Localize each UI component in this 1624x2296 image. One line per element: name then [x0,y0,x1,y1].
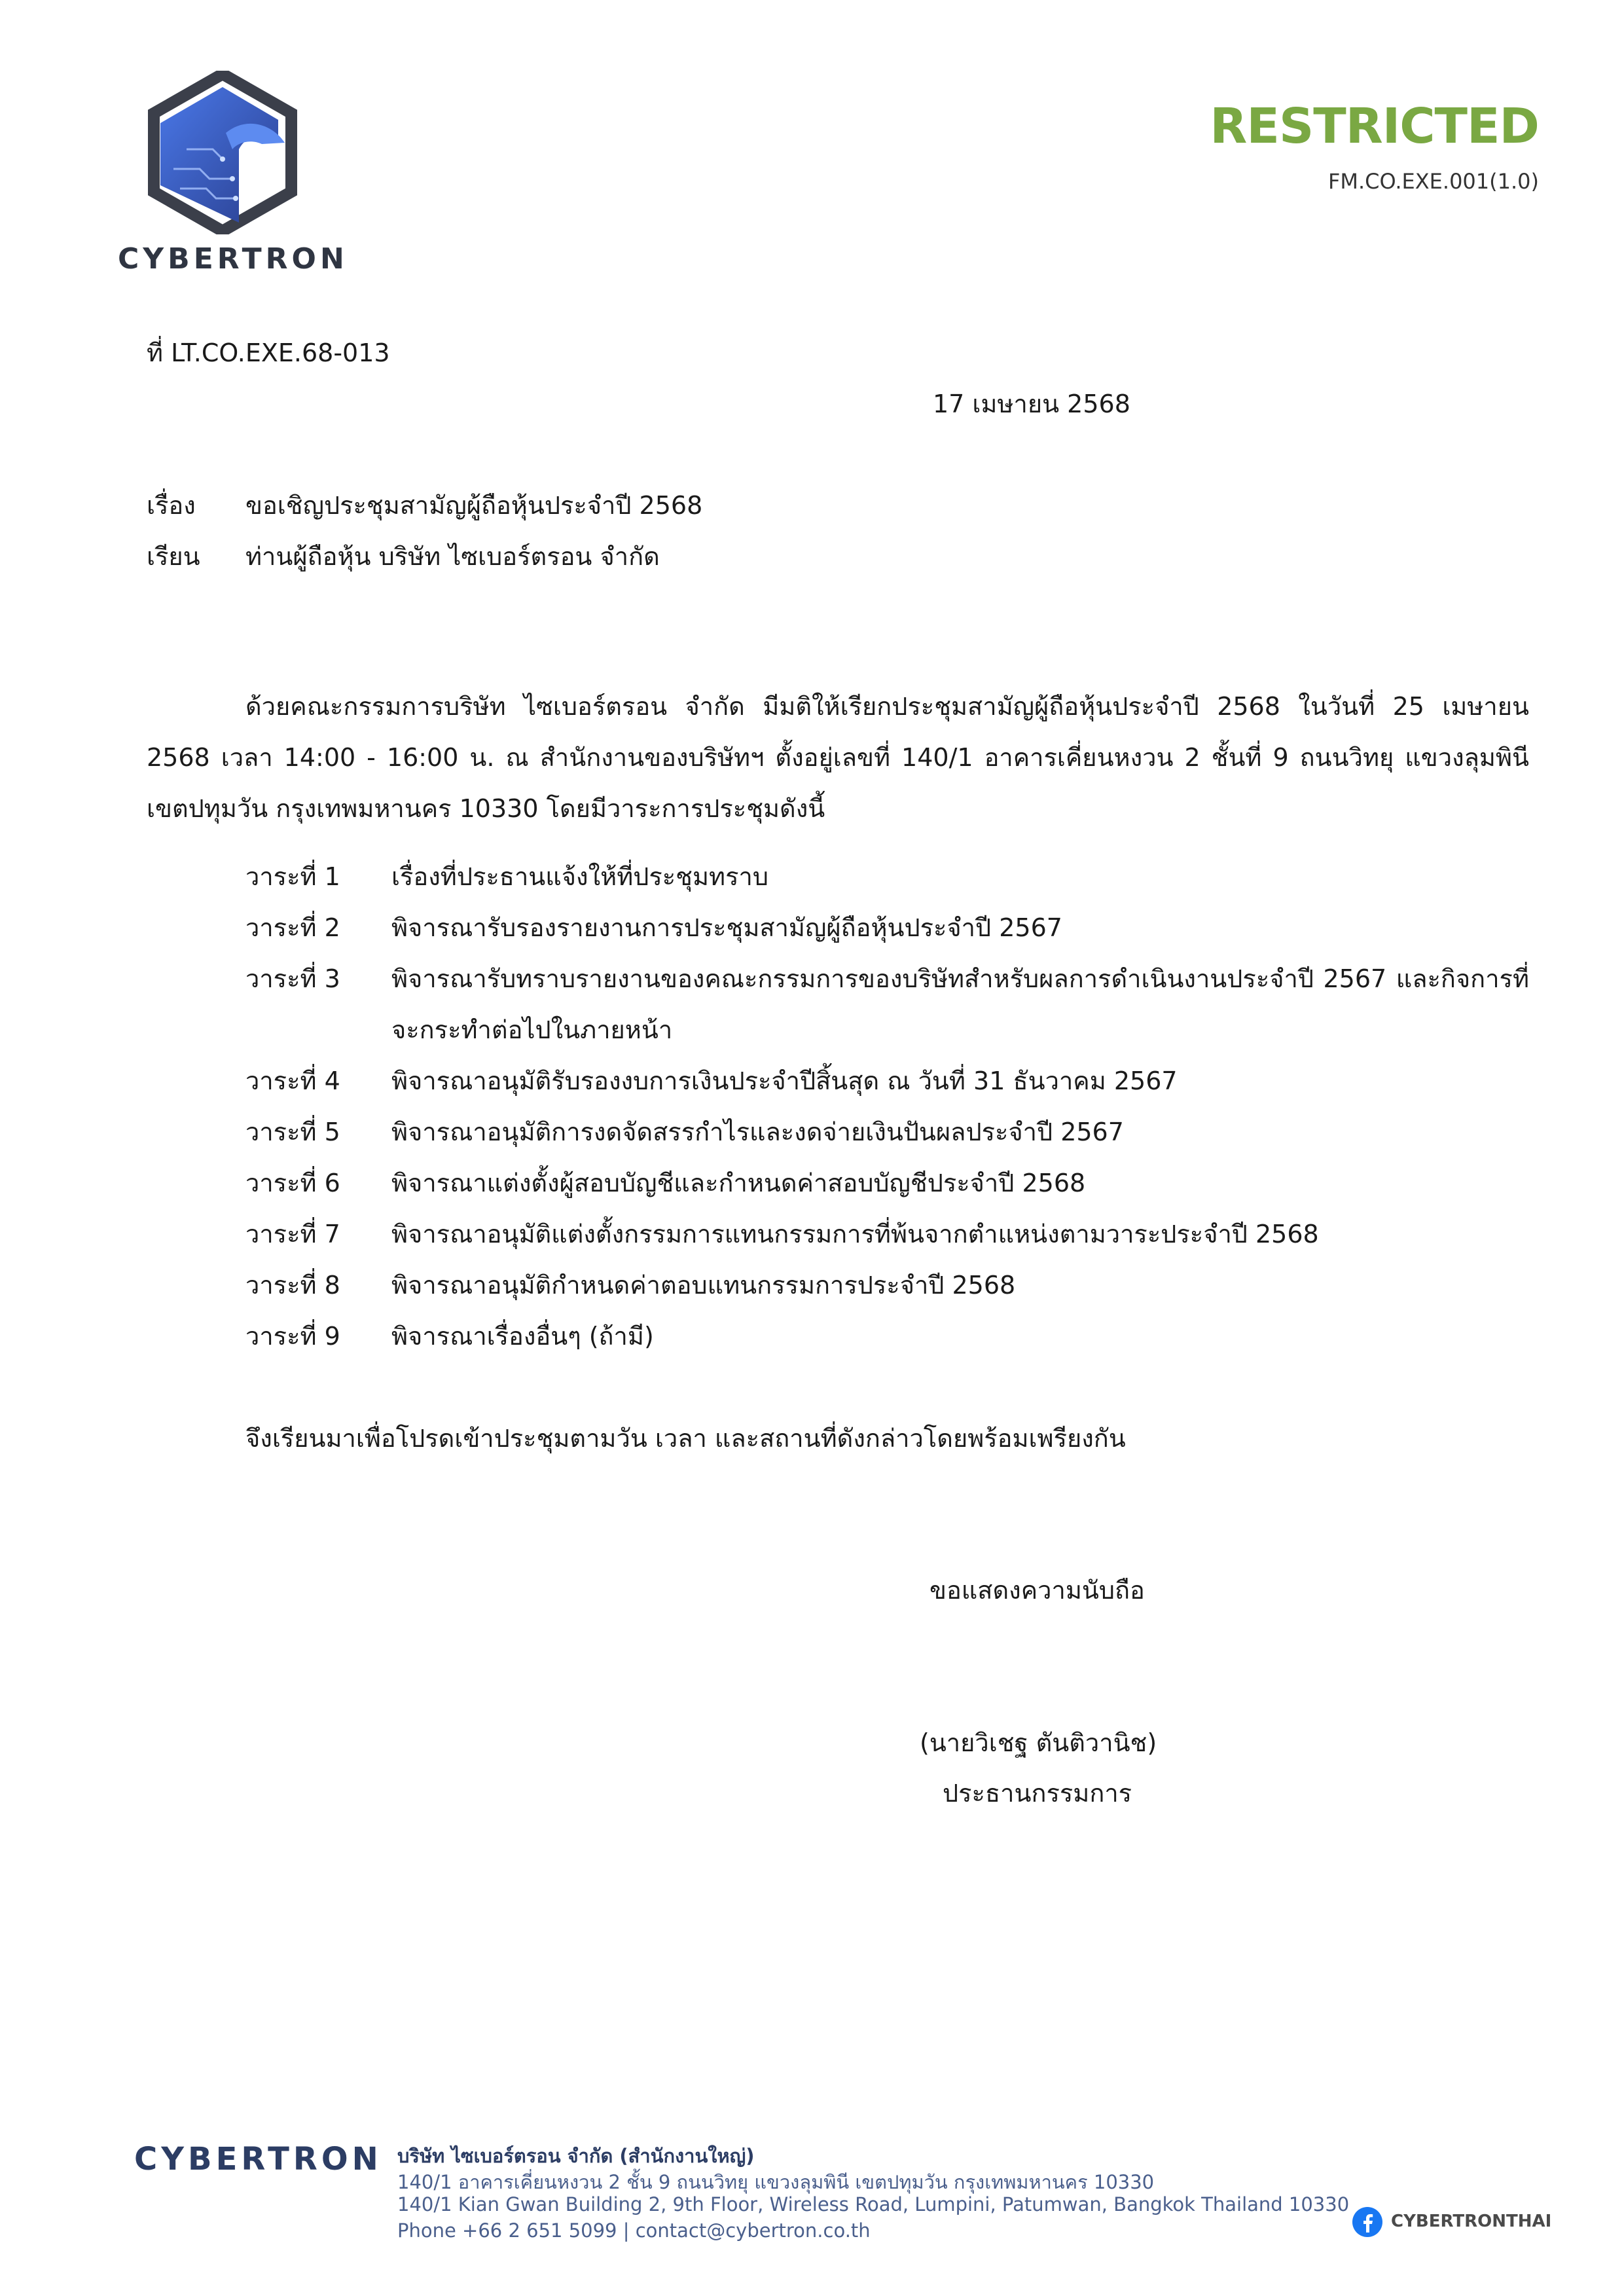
agenda-item-text: พิจารณาอนุมัติการงดจัดสรรกำไรและงดจ่ายเงินปันผลประจำปี 2567 [391,1118,1124,1146]
footer-contact[interactable]: Phone +66 2 651 5099 | contact@cybertron.co.th [397,2219,871,2242]
agenda-number: วาระที่ 5 [245,1118,340,1146]
facebook-icon[interactable] [1352,2206,1383,2238]
intro-paragraph [147,681,1529,834]
footer-address-th: 140/1 อาคารเคี่ยนหงวน 2 ชั้น 9 ถนนวิทยุ แขวงลุมพินี เขตปทุมวัน กรุงเทพมหานคร 10330 [397,2171,1155,2193]
agenda-number: วาระที่ 6 [245,1169,340,1197]
regards: ขอแสดงความนับถือ [929,1576,1145,1605]
agenda-number: วาระที่ 4 [245,1066,340,1095]
letter-date: 17 เมษายน 2568 [933,390,1130,418]
company-logo [118,71,348,276]
recipient-label: เรียน [147,542,200,571]
social-handle[interactable]: CYBERTRONTHAI [1391,2212,1552,2231]
logo-wordmark: CYBERTRON [118,242,348,276]
agenda-number: วาระที่ 1 [245,862,340,891]
reference-number: ที่ LT.CO.EXE.68-013 [147,338,390,367]
form-code: FM.CO.EXE.001(1.0) [1327,169,1539,194]
footer-logo: CYBERTRON [134,2141,382,2178]
signer-name: (นายวิเชฐ ตันติวานิช) [920,1728,1157,1757]
agenda-number: วาระที่ 8 [245,1271,340,1300]
agenda-number: วาระที่ 2 [245,913,340,942]
subject-label: เรื่อง [147,491,196,520]
agenda-item-text: พิจารณาแต่งตั้งผู้สอบบัญชีและกำหนดค่าสอบบัญชีประจำปี 2568 [391,1169,1086,1197]
agenda-number: วาระที่ 7 [245,1220,340,1248]
agenda-item-text: พิจารณารับรองรายงานการประชุมสามัญผู้ถือหุ้นประจำปี 2567 [391,913,1062,942]
footer-address-en: 140/1 Kian Gwan Building 2, 9th Floor, Wireless Road, Lumpini, Patumwan, Bangkok Thailand 10330 [397,2193,1350,2215]
footer-company-name: บริษัท ไซเบอร์ตรอน จำกัด (สำนักงานใหญ่) [397,2145,755,2167]
agenda-item-text: พิจารณาอนุมัติกำหนดค่าตอบแทนกรรมการประจำปี 2568 [391,1271,1016,1300]
agenda-item-text: พิจารณาอนุมัติแต่งตั้งกรรมการแทนกรรมการที่พ้นจากตำแหน่งตามวาระประจำปี 2568 [391,1220,1319,1248]
agenda-number: วาระที่ 3 [245,964,340,993]
agenda-item-text: พิจารณาอนุมัติรับรองงบการเงินประจำปีสิ้นสุด ณ วันที่ 31 ธันวาคม 2567 [391,1066,1178,1095]
recipient-text: ท่านผู้ถือหุ้น บริษัท ไซเบอร์ตรอน จำกัด [245,542,660,571]
signer-position: ประธานกรรมการ [943,1779,1132,1808]
agenda-item-text: พิจารณาเรื่องอื่นๆ (ถ้ามี) [391,1322,654,1351]
agenda-number: วาระที่ 9 [245,1322,340,1351]
hexagon-eagle-icon [147,71,298,234]
subject-text: ขอเชิญประชุมสามัญผู้ถือหุ้นประจำปี 2568 [245,491,703,520]
agenda-item-text: พิจารณารับทราบรายงานของคณะกรรมการของบริษัทสำหรับผลการดำเนินงานประจำปี 2567 และกิจการที่จะกระทำต่อไปในภายหน้า [391,964,1529,1044]
agenda-item-text: เรื่องที่ประธานแจ้งให้ที่ประชุมทราบ [391,862,768,891]
classification-label: RESTRICTED [1210,98,1539,155]
closing-sentence: จึงเรียนมาเพื่อโปรดเข้าประชุมตามวัน เวลา และสถานที่ดังกล่าวโดยพร้อมเพรียงกัน [245,1424,1126,1453]
intro-text: ด้วยคณะกรรมการบริษัท ไซเบอร์ตรอน จำกัด มีมติให้เรียกประชุมสามัญผู้ถือหุ้นประจำปี 2568 ในวันที่ 25 เมษายน 2568 เวลา 14:00 - 16:00 น. ณ สำนักงานของบริษัทฯ ตั้งอยู่เลขที่ 140/1 อาคารเคี่ยนหงวน 2 ชั้นที่ 9 ถนนวิทยุ แขวงลุมพินี เขตปทุมวัน กรุงเทพมหานคร 10330 โดยมีวาระการประชุมดังนี้ [147,692,1529,823]
